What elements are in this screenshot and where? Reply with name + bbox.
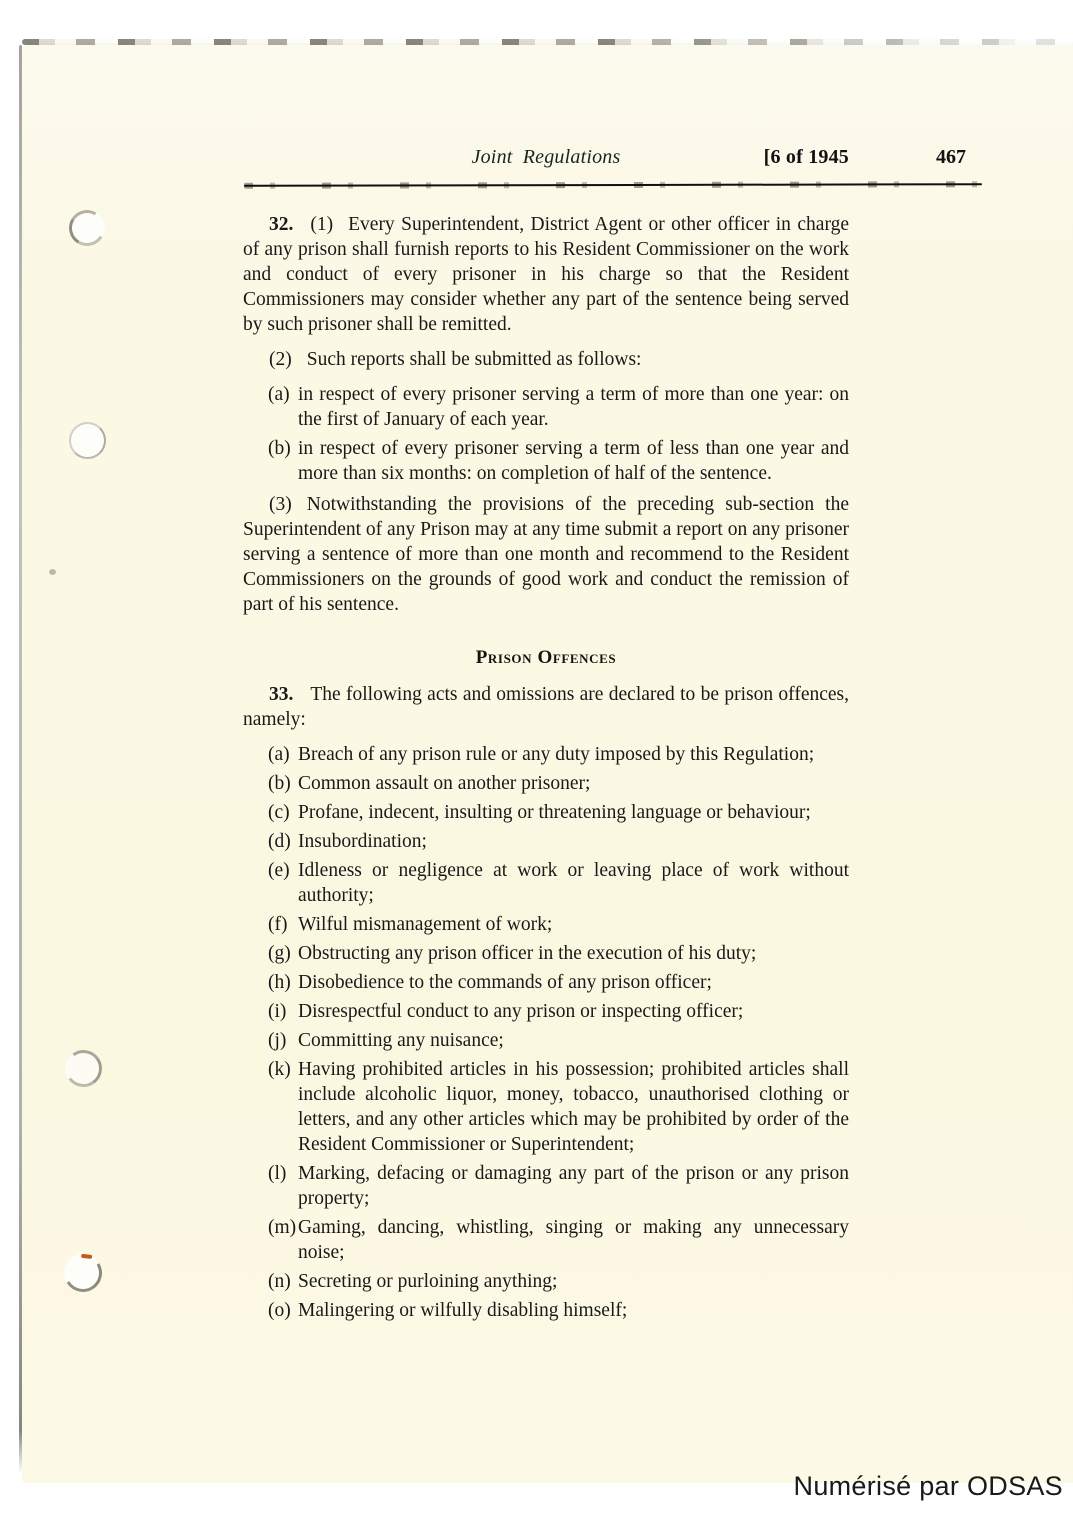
header-rule xyxy=(244,183,982,187)
item-text: Idleness or negligence at work or leaving place of work without authority; xyxy=(298,860,849,906)
section-number: 33. xyxy=(269,684,294,705)
list-item xyxy=(243,1269,849,1294)
item-label: (e) xyxy=(268,860,290,881)
item-text: Committing any nuisance; xyxy=(298,1030,504,1051)
item-label: (g) xyxy=(268,943,291,964)
list-item xyxy=(243,1028,849,1053)
subsection-label: (1) xyxy=(310,214,334,235)
paragraph xyxy=(243,492,849,617)
list-item xyxy=(243,829,849,854)
ink-speck xyxy=(81,1254,92,1259)
item-text: Insubordination; xyxy=(298,831,427,852)
list-item xyxy=(243,970,849,995)
item-text: Secreting or purloining anything; xyxy=(298,1271,558,1292)
paragraph-text: Such reports shall be submitted as follows: xyxy=(306,349,642,370)
item-text: Marking, defacing or damaging any part of the prison or any prison property; xyxy=(298,1163,849,1209)
item-label: (c) xyxy=(268,802,290,823)
paragraph-text: Every Superintendent, District Agent or other officer in charge of any prison shall furnish reports to his Resident Commissioner on the work and conduct of every prisoner in his charge so that the Resident Commissioners may consider whether any part of the sentence being served by such prisoner shall be remitted. xyxy=(243,214,849,335)
page-number: 467 xyxy=(936,146,966,168)
content xyxy=(243,206,849,1327)
item-label: (i) xyxy=(268,1001,287,1022)
item-text: Obstructing any prison officer in the execution of his duty; xyxy=(298,943,757,964)
list-item xyxy=(243,1215,849,1265)
list-item xyxy=(243,1057,849,1157)
item-text: Malingering or wilfully disabling himself; xyxy=(298,1300,628,1321)
item-label: (j) xyxy=(268,1030,287,1051)
item-label: (d) xyxy=(268,831,291,852)
list-item xyxy=(243,858,849,908)
section-heading: Prison Offences xyxy=(475,647,617,668)
item-text: Disrespectful conduct to any prison or inspecting officer; xyxy=(298,1001,744,1022)
item-label: (o) xyxy=(268,1300,291,1321)
list-item xyxy=(243,1161,849,1211)
item-label: (h) xyxy=(268,972,291,993)
paragraph-text: The following acts and omissions are declared to be prison offences, namely: xyxy=(243,684,849,730)
subsection-label: (3) xyxy=(269,494,292,515)
item-text: Profane, indecent, insulting or threatening language or behaviour; xyxy=(298,802,811,823)
list-item xyxy=(243,742,849,767)
scan-edge-artifact xyxy=(22,39,1073,45)
list-item xyxy=(243,800,849,825)
paragraph xyxy=(243,212,849,337)
item-label: (k) xyxy=(268,1059,291,1080)
item-label: (f) xyxy=(268,914,288,935)
item-text: in respect of every prisoner serving a term of more than one year: on the first of January of each year. xyxy=(298,384,849,430)
item-text: Gaming, dancing, whistling, singing or making any unnecessary noise; xyxy=(298,1217,849,1263)
item-label: (m) xyxy=(268,1217,297,1238)
item-label: (b) xyxy=(268,438,291,459)
item-label: (n) xyxy=(268,1271,291,1292)
list-item xyxy=(243,382,849,432)
running-header-title: Joint Regulations xyxy=(471,146,621,168)
item-text: in respect of every prisoner serving a term of less than one year and more than six months: on completion of half of the sentence. xyxy=(298,438,849,484)
hole-punch xyxy=(69,422,106,459)
watermark: Numérisé par ODSAS xyxy=(793,1471,1063,1501)
paragraph xyxy=(243,347,849,372)
item-text: Wilful mismanagement of work; xyxy=(298,914,553,935)
paragraph-text: Notwithstanding the provisions of the preceding sub-section the Superintendent of any Prison may at any time submit a report on any prisoner serving a sentence of more than one month and recommend to the Resident Commissioners on the grounds of good work and conduct the remission of part of his sentence. xyxy=(243,494,849,615)
subsection-label: (2) xyxy=(269,349,292,370)
scan-speck xyxy=(49,569,56,575)
item-label: (b) xyxy=(268,773,291,794)
list-item xyxy=(243,941,849,966)
list-item xyxy=(243,999,849,1024)
item-label: (a) xyxy=(268,384,290,405)
paragraph xyxy=(243,682,849,732)
list-item xyxy=(243,912,849,937)
list-item xyxy=(243,1298,849,1323)
item-text: Common assault on another prisoner; xyxy=(298,773,591,794)
item-label: (a) xyxy=(268,744,290,765)
paper-edge-shadow xyxy=(19,45,22,1473)
list-item xyxy=(243,771,849,796)
list-item xyxy=(243,436,849,486)
item-label: (l) xyxy=(268,1163,287,1184)
citation: [6 of 1945 xyxy=(763,146,849,168)
section-number: 32. xyxy=(269,214,294,235)
item-text: Having prohibited articles in his possession; prohibited articles shall include alcoholic liquor, money, tobacco, unauthorised clothing or letters, and any other articles which may be prohibited by order of the Resident Commissioner or Superintendent; xyxy=(298,1059,849,1155)
item-text: Disobedience to the commands of any prison officer; xyxy=(298,972,712,993)
item-text: Breach of any prison rule or any duty imposed by this Regulation; xyxy=(298,744,815,765)
